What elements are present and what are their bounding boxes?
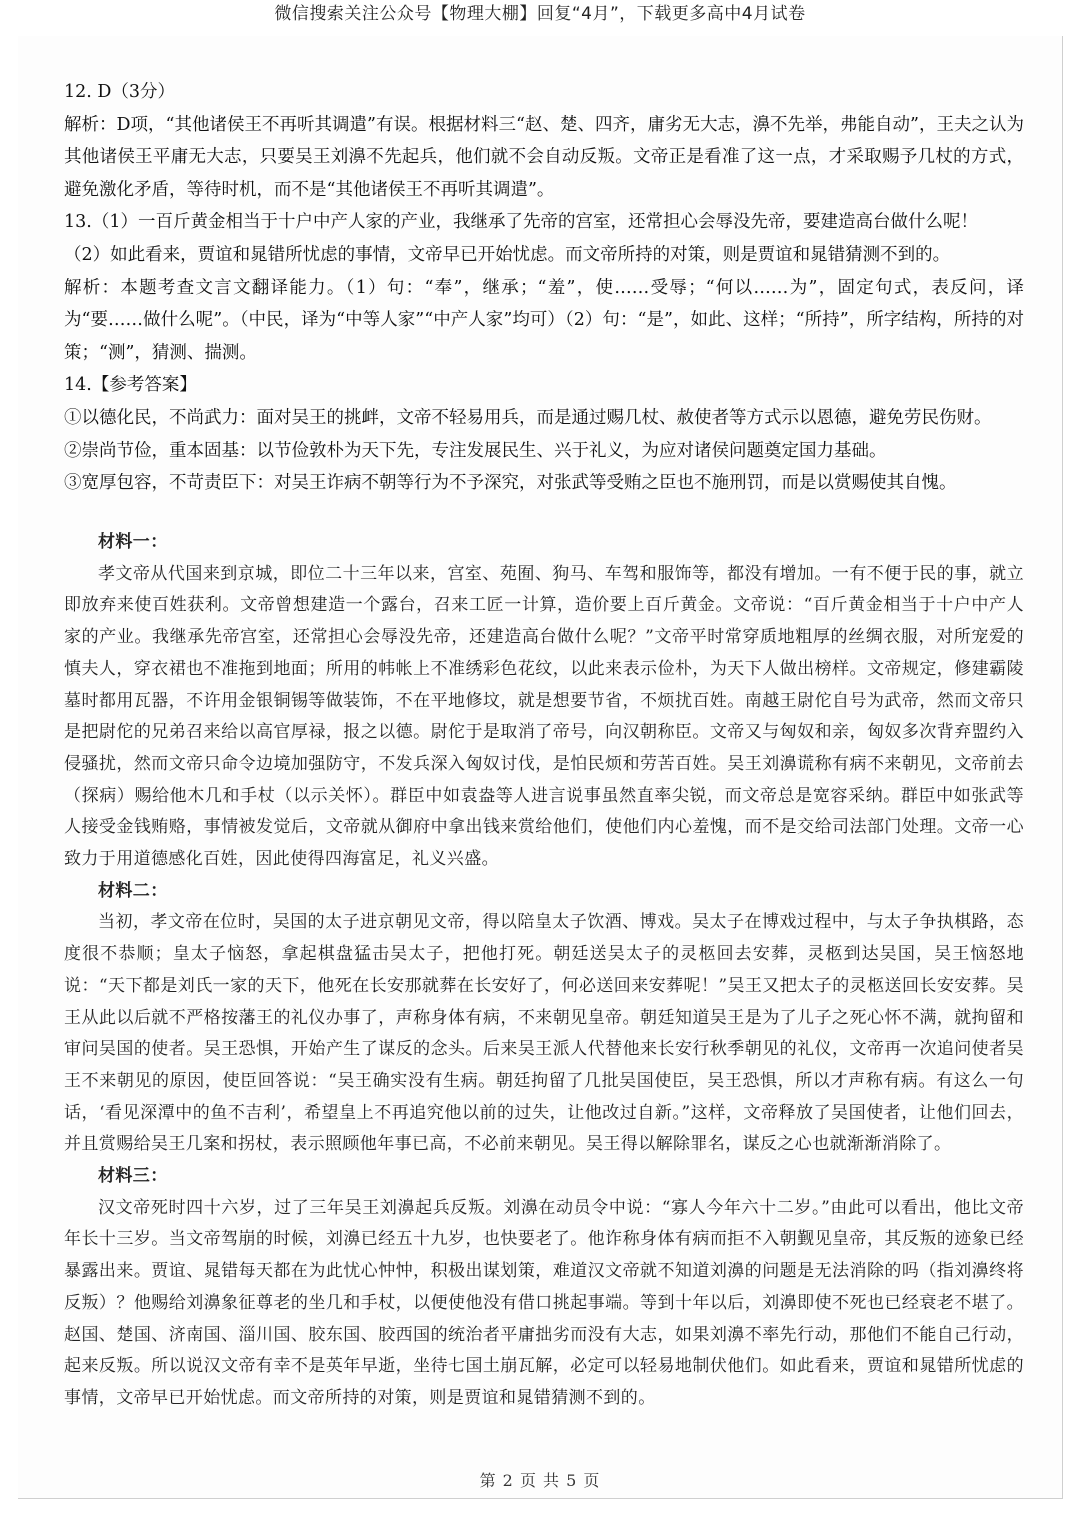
q14-item-2: ②崇尚节俭，重本固基：以节俭敦朴为天下先，专注发展民生、兴于礼义，为应对诸侯问题奠定国力基础。 [64,440,887,461]
material-2-heading: 材料二： [98,880,168,901]
page-number: 第 2 页 共 5 页 [479,1471,601,1490]
material-3-text: 汉文帝死时四十六岁，过了三年吴王刘濞起兵反叛。刘濞在动员令中说：“寡人今年六十二岁。”由此可以看出，他比文帝年长十三岁。当文帝驾崩的时候，刘濞已经五十九岁，也快要老了。他诈称身体有病而拒不入朝觐见皇帝，其反叛的迹象已经暴露出来。贾谊、晁错每天都在为此忧心忡忡，积极出谋划策，难道汉文帝就不知道刘濞的问题是无法消除的吗（指刘濞终将反叛）？他赐给刘濞象征尊老的坐几和手杖，以便使他没有借口挑起事端。等到十年以后，刘濞即使不死也已经衰老不堪了。赵国、楚国、济南国、淄川国、胶东国、胶西国的统治者平庸拙劣而没有大志，如果刘濞不率先行动，那他们不能自己行动，起来反叛。所以说汉文帝有幸不是英年早逝，坐待七国土崩瓦解，必定可以轻易地制伏他们。如此看来，贾谊和晁错所忧虑的事情，文帝早已开始忧虑。而文帝所持的对策，则是贾谊和晁错猜测不到的。 [64,1197,1024,1408]
q14-item-1: ①以德化民，不尚武力：面对吴王的挑衅，文帝不轻易用兵，而是通过赐几杖、赦使者等方式示以恩德，避免劳民伤财。 [64,407,992,428]
q14-item-3: ③宽厚包容，不苛责臣下：对吴王诈病不朝等行为不予深究，对张武等受贿之臣也不施刑罚，而是以赏赐使其自愧。 [64,473,957,494]
material-1-heading: 材料一： [98,532,168,552]
material-2-text: 当初，孝文帝在位时，吴国的太子进京朝见文帝，得以陪皇太子饮酒、博戏。吴太子在博戏过程中，与太子争执棋路，态度很不恭顺；皇太子恼怒，拿起棋盘猛击吴太子，把他打死。朝廷送吴太子的灵柩回去安葬，灵柩到达吴国，吴王恼怒地说：“天下都是刘氏一家的天下，他死在长安那就葬在长安好了，何必送回来安葬呢！”吴王又把太子的灵柩送回长安安葬。吴王从此以后就不严格按藩王的礼仪办事了，声称身体有病，不来朝见皇帝。朝廷知道吴王是为了儿子之死心怀不满，就拘留和审问吴国的使者。吴王恐惧，开始产生了谋反的念头。后来吴王派人代替他来长安行秋季朝见的礼仪，文帝再一次追问使者吴王不来朝见的原因，使臣回答说：“吴王确实没有生病。朝廷拘留了几批吴国使臣，吴王恐惧，所以才声称有病。有这么一句话，‘看见深潭中的鱼不吉利’，希望皇上不再追究他以前的过失，让他改过自新。”这样，文帝释放了吴国使者，让他们回去，并且赏赐给吴王几案和拐杖，表示照顾他年事已高，不必前来朝见。吴王得以解除罪名，谋反之心也就渐渐消除了。 [64,912,1024,1155]
q13-line1: 13.（1）一百斤黄金相当于十户中产人家的产业，我继承了先帝的宫室，还常担心会辱没先帝，要建造高台做什么呢！ [64,212,978,233]
materials-section [64,527,1024,1415]
promo-banner: 微信搜索关注公众号【物理大棚】回复“4月”，下载更多高中4月试卷 [274,4,806,24]
q12-analysis: 解析：D项，“其他诸侯王不再听其调遣”有误。根据材料三“赵、楚、四齐，庸劣无大志，濞不先举，弗能自动”，王夫之认为其他诸侯王平庸无大志，只要吴王刘濞不先起兵，他们就不会自动反叛。文帝正是看准了这一点，才采取赐予几杖的方式，避免激化矛盾，等待时机，而不是“其他诸侯王不再听其调遣”。 [64,114,1024,200]
answer-section [64,76,1024,500]
q12-head: 12. D（3分） [64,82,176,102]
q13-analysis: 解析：本题考查文言文翻译能力。（1）句：“奉”，继承；“羞”，使……受辱；“何以……为”，固定句式，表反问，译为“要……做什么呢”。（中民，译为“中等人家”“中产人家”均可）（2）句：“是”，如此、这样；“所持”，所字结构，所持的对策；“测”，猜测、揣测。 [64,277,1024,363]
material-1-text: 孝文帝从代国来到京城，即位二十三年以来，宫室、苑囿、狗马、车驾和服饰等，都没有增加。一有不便于民的事，就立即放弃来使百姓获利。文帝曾想建造一个露台，召来工匠一计算，造价要上百斤黄金。文帝说：“百斤黄金相当于十户中产人家的产业。我继承先帝宫室，还常担心会辱没先帝，还建造高台做什么呢？”文帝平时常穿质地粗厚的丝绸衣服，对所宠爱的慎夫人，穿衣裙也不准拖到地面；所用的帏帐上不准绣彩色花纹，以此来表示俭朴，为天下人做出榜样。文帝规定，修建霸陵墓时都用瓦器，不许用金银铜锡等做装饰，不在平地修坟，就是想要节省，不烦扰百姓。南越王尉佗自号为武帝，然而文帝只是把尉佗的兄弟召来给以高官厚禄，报之以德。尉佗于是取消了帝号，向汉朝称臣。文帝又与匈奴和亲，匈奴多次背弃盟约入侵骚扰，然而文帝只命令边境加强防守，不发兵深入匈奴讨伐，是怕民烦和劳苦百姓。吴王刘濞谎称有病不来朝见，文帝前去（探病）赐给他木几和手杖（以示关怀）。群臣中如袁盎等人进言说事虽然直率尖锐，而文帝总是宽容采纳。群臣中如张武等人接受金钱贿赂，事情被发觉后，文帝就从御府中拿出钱来赏给他们，使他们内心羞愧，而不是交给司法部门处理。文帝一心致力于用道德感化百姓，因此使得四海富足，礼义兴盛。 [64,563,1024,870]
q14-head: 14.【参考答案】 [64,375,197,396]
q13-line2: （2）如此看来，贾谊和晁错所忧虑的事情，文帝早已开始忧虑。而文帝所持的对策，则是贾谊和晁错猜测不到的。 [64,244,951,265]
material-3-heading: 材料三： [98,1166,168,1187]
